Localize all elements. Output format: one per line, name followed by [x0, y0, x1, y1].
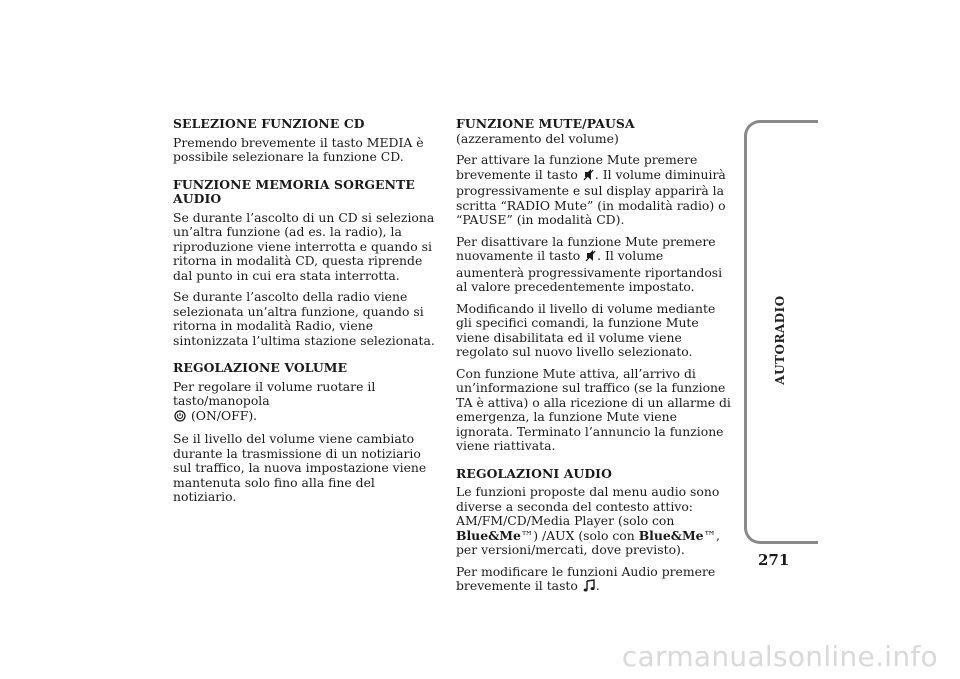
- section-subtitle: (azzeramento del volume): [456, 130, 619, 146]
- paragraph: Con funzione Mute attiva, all’arrivo di un’informazione sul traffico (se la funzione TA è attiva) o alla ricezione di un allarme di emergenza, la funzione Mute viene ignorata. Terminato l’annuncio la funzione viene riattivata.: [456, 365, 731, 453]
- paragraph: [456, 485, 734, 558]
- paragraph: [173, 380, 441, 426]
- text: (ON/OFF).: [190, 407, 258, 423]
- paragraph: [456, 153, 734, 228]
- paragraph: Premendo brevemente il tasto MEDIA è possibile selezionare la funzione CD.: [173, 134, 424, 164]
- power-knob-icon: [174, 410, 186, 426]
- page-number: 271: [758, 551, 790, 569]
- text: Per regolare il volume ruotare il tasto/manopola: [173, 378, 376, 408]
- right-column: [456, 117, 734, 603]
- left-column: [173, 117, 441, 512]
- section-cd: [173, 117, 441, 165]
- mute-icon: [583, 168, 594, 185]
- text: Per disattivare la funzione Mute premere nuovamente il tasto: [456, 233, 716, 263]
- section-title: REGOLAZIONE VOLUME: [173, 360, 348, 375]
- paragraph: [456, 565, 734, 596]
- paragraph: Modificando il livello di volume mediante gli specifici comandi, la funzione Mute viene disabilitata ed il volume viene regolato sul nuovo livello selezionato.: [456, 300, 716, 359]
- section-regolazioni-audio: [456, 467, 734, 596]
- section-mute: [456, 117, 734, 454]
- section-title: FUNZIONE MEMORIA SORGENTE AUDIO: [173, 176, 415, 206]
- text: . Il volume diminuirà progressivamente e sul display apparirà la scritta “RADIO Mute” (in modalità radio) o “PAUSE” (in modalità CD).: [456, 166, 726, 227]
- music-note-icon: [583, 579, 595, 596]
- watermark: carmanualsonline.info: [621, 640, 938, 673]
- text: Per attivare la funzione Mute premere brevemente il tasto: [456, 152, 698, 182]
- section-volume: [173, 361, 441, 505]
- paragraph: Se durante l’ascolto di un CD si seleziona un’altra funzione (ad es. la radio), la riproduzione viene interrotta e quando si ritorna in modalità CD, questa riprende dal punto in cui era stata interrotta.: [173, 209, 435, 283]
- paragraph: Se il livello del volume viene cambiato durante la trasmissione di un notiziario sul traffico, la nuova impostazione viene mantenuta solo fino alla fine del notiziario.: [173, 431, 427, 504]
- text: ™) /AUX (solo con: [520, 527, 635, 543]
- text: .: [595, 578, 600, 593]
- brand-name: Blue&Me: [638, 527, 704, 543]
- section-title: SELEZIONE FUNZIONE CD: [173, 116, 365, 131]
- chapter-label: AUTORADIO: [773, 295, 787, 385]
- section-title: REGOLAZIONI AUDIO: [456, 465, 612, 481]
- section-memoria: [173, 178, 441, 349]
- text: Per modificare le funzioni Audio premere brevemente il tasto: [456, 563, 716, 593]
- section-title: FUNZIONE MUTE/PAUSA: [456, 116, 635, 131]
- paragraph: Se durante l’ascolto della radio viene selezionata un’altra funzione, quando si ritorna in modalità Radio, viene sintonizzata l’ultima stazione selezionata.: [173, 289, 435, 348]
- brand-name: Blue&Me: [456, 527, 521, 543]
- text: ™, per versioni/mercati, dove previsto).: [456, 527, 720, 557]
- mute-icon: [585, 249, 596, 266]
- text: Le funzioni proposte dal menu audio sono diverse a seconda del contesto attivo: AM/FM/CD/Media Player (solo con: [456, 484, 720, 528]
- text: . Il volume aumenterà progressivamente riportandosi al valore precedentemente impostato.: [456, 248, 723, 294]
- paragraph: [456, 235, 734, 295]
